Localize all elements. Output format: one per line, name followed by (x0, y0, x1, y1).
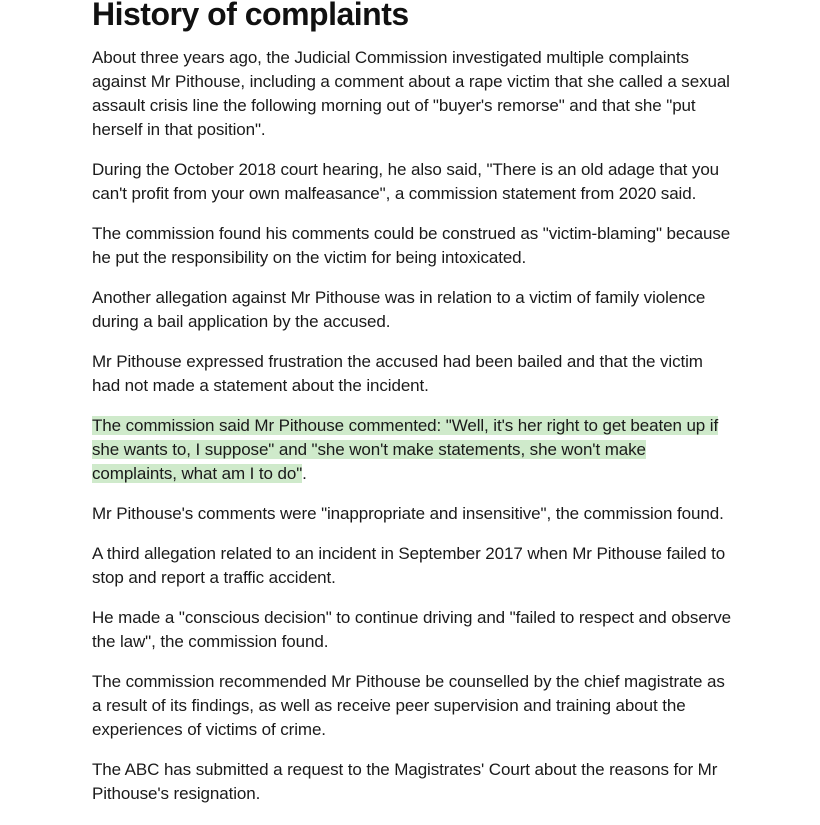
paragraph: Mr Pithouse expressed frustration the accused had been bailed and that the victim had not made a statement about the incident. (92, 352, 703, 395)
paragraph: Another allegation against Mr Pithouse was in relation to a victim of family violence during a bail application by the accused. (92, 288, 706, 331)
paragraph: The commission recommended Mr Pithouse be counselled by the chief magistrate as a result of its findings, as well as receive peer supervision and training about the experiences of victims of crime. (92, 672, 725, 739)
paragraph: The commission found his comments could be construed as "victim-blaming" because he put the responsibility on the victim for being intoxicated. (92, 224, 731, 267)
paragraph: A third allegation related to an incident in September 2017 when Mr Pithouse failed to stop and report a traffic accident. (92, 544, 726, 587)
paragraph: He made a "conscious decision" to continue driving and "failed to respect and observe the law", the commission found. (92, 608, 731, 651)
paragraph: The ABC has submitted a request to the Magistrates' Court about the reasons for Mr Pithouse's resignation. (92, 760, 718, 803)
paragraph: About three years ago, the Judicial Commission investigated multiple complaints against Mr Pithouse, including a comment about a rape victim that she called a sexual assault crisis line the following morning out of "buyer's remorse" and that she "put herself in that position". (92, 48, 730, 139)
highlight-trailing-period: . (302, 464, 307, 483)
highlighted-text[interactable]: The commission said Mr Pithouse commented: "Well, it's her right to get beaten up if she wants to, I suppose" and "she won't make statements, she won't make complaints, what am I to do" (92, 416, 719, 483)
paragraph: During the October 2018 court hearing, he also said, "There is an old adage that you can't profit from your own malfeasance", a commission statement from 2020 said. (92, 160, 720, 203)
article-body (92, 0, 732, 822)
section-heading: History of complaints (92, 0, 409, 32)
paragraph: Mr Pithouse's comments were "inappropriate and insensitive", the commission found. (92, 504, 724, 523)
highlighted-paragraph[interactable] (92, 414, 732, 486)
